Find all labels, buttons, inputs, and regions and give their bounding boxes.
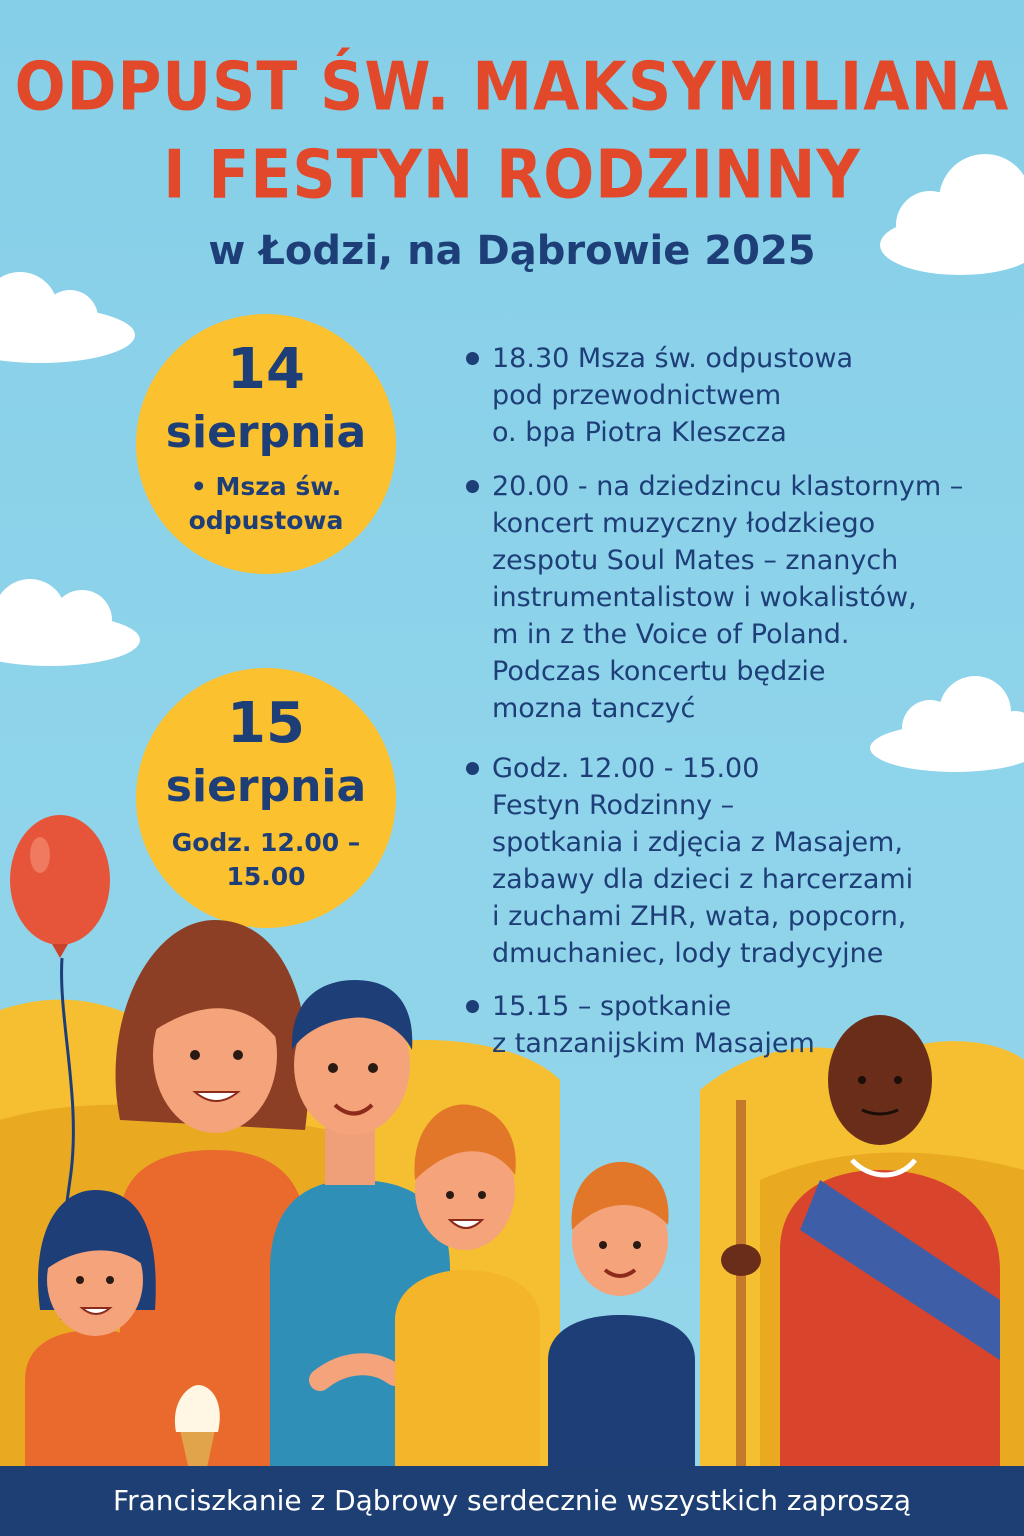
title-line-2: I FESTYN RODZINNY (163, 135, 861, 215)
bullet-icon (466, 762, 479, 775)
event-line: pod przewodnictwem (492, 380, 782, 411)
event-line: o. bpa Piotra Kleszcza (492, 417, 787, 448)
event-line: m in z the Voice of Poland. (492, 619, 850, 650)
event-line: z tanzanijskim Masajem (492, 1028, 815, 1059)
date-day: 14 (227, 337, 305, 402)
date-month: sierpnia (165, 761, 367, 812)
cloud-left-middle (0, 579, 140, 666)
event-line: Podczas koncertu będzie (492, 656, 826, 687)
date-note-line-2: odpustowa (188, 506, 344, 535)
maasai-figure (721, 1015, 1000, 1470)
event-item (462, 340, 853, 451)
event-line: 18.30 Msza św. odpustowa (492, 343, 854, 374)
date-circle-14 (136, 314, 396, 574)
event-line: mozna tanczyć (492, 693, 696, 724)
date-note-line-1: • Msza św. (190, 472, 342, 501)
event-line: 20.00 - na dziedzincu klastornym – (492, 471, 964, 502)
date-month: sierpnia (165, 407, 367, 458)
event-line: koncert muzyczny łodzkiego (492, 508, 876, 539)
boy-figure-2 (548, 1162, 695, 1470)
event-item (462, 468, 963, 727)
event-line: spotkania i zdjęcia z Masajem, (492, 827, 903, 858)
boy-figure-1 (395, 1104, 540, 1470)
footer-band (0, 1466, 1024, 1536)
event-line: instrumentalistow i wokalistów, (492, 582, 917, 613)
cloud-left-upper (0, 272, 135, 363)
event-line: zabawy dla dzieci z harcerzami (492, 864, 914, 895)
event-line: zespotu Soul Mates – znanych (492, 545, 899, 576)
bullet-icon (466, 352, 479, 365)
footer-text: Franciszkanie z Dąbrowy serdecznie wszystkich zaproszą (113, 1484, 911, 1517)
title-line-1: ODPUST ŚW. MAKSYMILIANA (14, 47, 1010, 127)
event-line: 15.15 – spotkanie (492, 991, 732, 1022)
date-day: 15 (227, 691, 305, 756)
date-note-line-2: 15.00 (226, 862, 306, 891)
family-illustration (0, 800, 1024, 1470)
date-note-line-1: Godz. 12.00 – (171, 828, 361, 857)
event-line: Godz. 12.00 - 15.00 (492, 753, 760, 784)
event-line: i zuchami ZHR, wata, popcorn, (492, 901, 907, 932)
event-line: dmuchaniec, lody tradycyjne (492, 938, 884, 969)
event-line: Festyn Rodzinny – (492, 790, 735, 821)
bullet-icon (466, 480, 479, 493)
subtitle: w Łodzi, na Dąbrowie 2025 (208, 228, 816, 274)
